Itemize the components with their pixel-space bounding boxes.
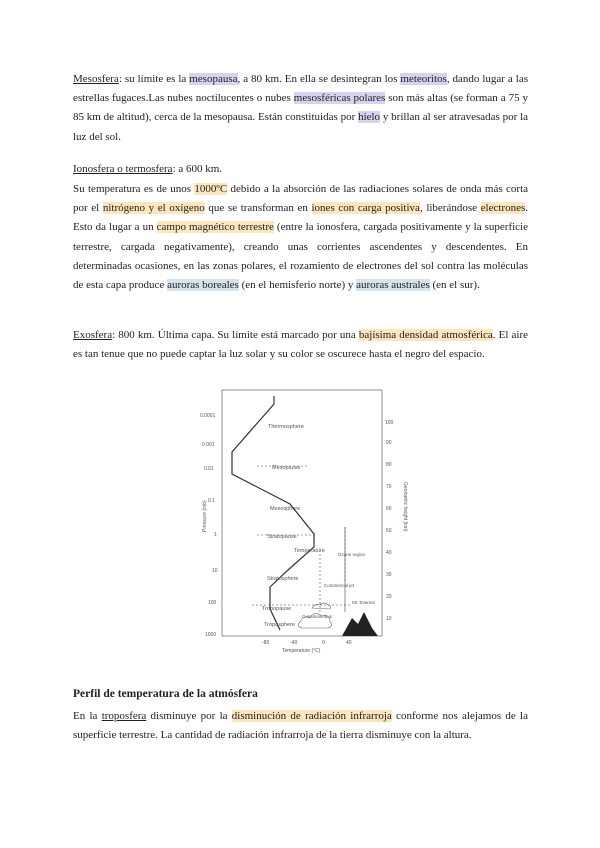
label-mesopause: Mesopause xyxy=(272,465,301,471)
left-tick: 10 xyxy=(212,568,218,574)
x-axis-label: Temperature (°C) xyxy=(282,648,321,654)
annotation-cumulonimbus: Cumulonimbus xyxy=(302,614,333,619)
highlight-disminucion: disminución de radiación infrarroja xyxy=(231,710,392,722)
x-tick: -80 xyxy=(262,640,270,646)
label-temperature: Temperature xyxy=(294,548,325,554)
text-run: que se transforman en xyxy=(204,202,312,215)
text-run: (en el sur). xyxy=(429,279,480,292)
highlight-meteoritos: meteoritos xyxy=(400,73,447,85)
ionosfera-paragraph xyxy=(73,180,528,295)
mesosfera-term: Mesosfera xyxy=(73,73,119,85)
figure-annotations xyxy=(302,552,376,619)
text-run: , a 80 km. En ella se desintegran los xyxy=(237,73,401,85)
text-run: En la xyxy=(73,710,102,722)
right-tick: 100 xyxy=(385,420,394,426)
label-thermosphere: Thermosphere xyxy=(268,424,304,430)
label-stratopause: Stratopause xyxy=(267,534,297,540)
right-tick: 10 xyxy=(386,616,392,622)
annotation-jet: Commercial jet xyxy=(324,583,355,588)
label-tropopause: Tropopause xyxy=(262,606,292,612)
ionosfera-title xyxy=(73,160,528,179)
troposfera-term: troposfera xyxy=(101,710,147,722)
right-tick: 30 xyxy=(386,572,392,578)
x-tick: 0 xyxy=(322,640,325,646)
highlight-australes: auroras australes xyxy=(356,279,430,292)
right-axis-label: Geometric height (km) xyxy=(402,482,408,532)
temperature-curve xyxy=(232,396,314,630)
exosfera-paragraph xyxy=(73,326,528,364)
exosfera-term: Exosfera xyxy=(73,329,113,341)
text-run: : 800 km. Última capa. Su límite está marcado por una xyxy=(112,329,359,341)
text-run: . Esto da lugar a un xyxy=(73,202,528,234)
left-tick: 100 xyxy=(208,600,217,606)
perfil-paragraph xyxy=(73,707,528,745)
x-tick: 40 xyxy=(346,640,352,646)
text-run: Su temperatura es de unos xyxy=(73,183,195,195)
annotation-ozone: Ozone region xyxy=(338,552,366,557)
ozone-lines xyxy=(320,527,345,612)
text-run: son más altas (se forman a 75 y 85 km de altitud), cerca de la mesopausa. Están constituidas por xyxy=(73,92,529,124)
highlight-gases: nitrógeno y el oxígeno xyxy=(102,202,205,215)
highlight-iones: iones con carga positiva xyxy=(311,202,420,215)
right-tick: 70 xyxy=(386,484,392,490)
text-run: : su límite es la xyxy=(118,73,190,85)
left-axis-label: Pressure (mb) xyxy=(202,500,208,532)
text-run: y brillan al ser atravesadas por la luz del sol. xyxy=(73,111,529,143)
ionosfera-term: Ionosfera o termosfera xyxy=(73,163,173,175)
left-tick: 0.01 xyxy=(204,466,214,472)
text-run: conforme nos alejamos de la superficie terrestre. La cantidad de radiación infrarroja de la tierra disminuye con la altura. xyxy=(73,710,528,742)
text-run: disminuye por la xyxy=(146,710,232,722)
highlight-electrones: electrones xyxy=(480,202,526,215)
layer-labels xyxy=(262,424,325,628)
text-run: debido a la absorción de las radiaciones solares de onda más corta por el xyxy=(73,183,529,215)
text-run: (en el hemisferio norte) y xyxy=(238,279,357,292)
right-axis-ticks xyxy=(385,420,394,622)
mountain-silhouette xyxy=(342,612,378,636)
right-tick: 90 xyxy=(386,440,392,446)
right-tick: 20 xyxy=(386,594,392,600)
text-run: (entre la ionosfera, cargada positivamente y la superficie terrestre, cargada negativamente), creando unas corrientes ascendentes y descendentes. En determinadas ocasiones, en las zonas polares, el rozamiento de electrones del sol contra las moléculas de esta capa produce xyxy=(73,221,528,292)
x-axis-ticks xyxy=(262,640,352,646)
left-tick: 0.1 xyxy=(208,498,215,504)
highlight-hielo: hielo xyxy=(358,111,381,124)
left-tick: 1 xyxy=(214,532,217,538)
right-tick: 40 xyxy=(386,550,392,556)
highlight-campo: campo magnético terrestre xyxy=(156,221,274,234)
text-run: , dando lugar a las estrellas fugaces.Las nubes noctilucentes o nubes xyxy=(73,73,528,105)
text-run: , liberándose xyxy=(419,202,481,215)
label-troposphere: Troposphere xyxy=(264,622,295,628)
text-run: : a 600 km. xyxy=(172,163,223,175)
highlight-mesopausa: mesopausa xyxy=(189,73,238,85)
temperature-profile-figure xyxy=(192,382,422,654)
mesosfera-paragraph xyxy=(73,70,528,147)
right-tick: 50 xyxy=(386,528,392,534)
annotation-everest: Mt. Everest xyxy=(352,600,375,605)
left-tick: 1000 xyxy=(205,632,217,638)
highlight-temp: 1000ºC xyxy=(194,183,228,195)
left-tick: 0.001 xyxy=(202,442,215,448)
perfil-heading: Perfil de temperatura de la atmósfera xyxy=(73,688,258,700)
highlight-densidad: bajísima densidad atmosférica xyxy=(358,329,493,341)
highlight-nubes: mesosféricas polares xyxy=(293,92,386,105)
right-tick: 80 xyxy=(386,462,392,468)
highlight-boreales: auroras boreales xyxy=(167,279,239,292)
label-mesosphere: Mesosphere xyxy=(270,506,301,512)
right-tick: 60 xyxy=(386,506,392,512)
x-tick: -40 xyxy=(290,640,298,646)
left-tick: 0.0001 xyxy=(200,413,216,419)
label-stratosphere: Stratosphere xyxy=(267,576,299,582)
text-run: . El aire es tan tenue que no puede captar la luz solar y su color se oscurece hasta el negro del espacio. xyxy=(73,329,528,361)
